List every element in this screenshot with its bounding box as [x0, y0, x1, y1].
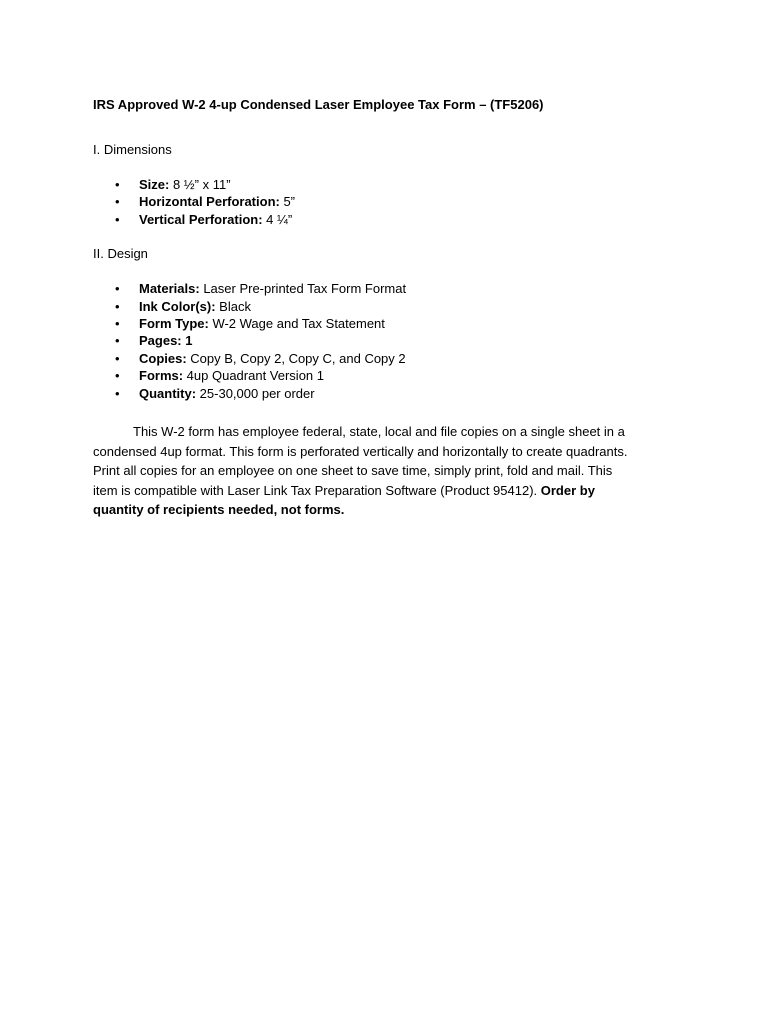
design-heading: II. Design	[93, 246, 148, 262]
bullet-icon: •	[115, 177, 120, 192]
dimensions-list	[93, 176, 638, 228]
bullet-icon: •	[115, 368, 120, 384]
item-value: Copy B, Copy 2, Copy C, and Copy 2	[190, 350, 406, 366]
item-label: Ink Color(s):	[139, 298, 220, 314]
design-item	[93, 298, 638, 315]
item-label: Size:	[139, 177, 173, 192]
dimensions-item	[93, 193, 638, 210]
bullet-icon: •	[115, 333, 120, 349]
item-value: Laser Pre-printed Tax Form Format	[203, 281, 407, 297]
item-label: Forms:	[139, 368, 187, 384]
dimensions-item	[93, 211, 638, 228]
design-item	[93, 367, 638, 384]
bullet-icon: •	[115, 194, 120, 210]
bullet-icon: •	[115, 316, 120, 332]
bullet-icon: •	[115, 211, 120, 227]
item-value: W-2 Wage and Tax Statement	[212, 316, 385, 332]
bullet-icon: •	[115, 281, 120, 297]
bullet-icon: •	[115, 298, 120, 314]
item-label: Vertical Perforation:	[139, 211, 267, 227]
item-label: Pages:	[139, 333, 186, 349]
bullet-icon: •	[115, 385, 120, 401]
item-label: Copies:	[139, 350, 191, 366]
description-emphasis: Order by quantity of recipients needed, not forms.	[93, 482, 595, 518]
dimensions-item	[93, 176, 638, 193]
design-item	[93, 350, 638, 367]
design-item	[93, 385, 638, 402]
dimensions-heading: I. Dimensions	[93, 142, 172, 157]
design-item	[93, 280, 638, 297]
item-value: 4up Quadrant Version 1	[186, 368, 324, 384]
item-value: 4 ¼”	[266, 211, 293, 227]
product-description	[93, 422, 633, 520]
item-value: 1	[185, 333, 193, 349]
item-value: 25-30,000 per order	[199, 385, 315, 401]
item-value: 8 ½” x 11”	[172, 177, 231, 192]
design-list	[93, 280, 638, 402]
document-title: IRS Approved W-2 4-up Condensed Laser Employee Tax Form – (TF5206)	[93, 97, 544, 112]
item-label: Form Type:	[139, 316, 213, 332]
item-label: Horizontal Perforation:	[139, 194, 284, 210]
design-item	[93, 332, 638, 349]
document-page	[93, 96, 638, 533]
description-text: This W-2 form has employee federal, state, local and file copies on a single sheet in a condensed 4up format. This form is perforated vertically and horizontally to create quadrants. Print all copies for an employee on one sheet to save time, simply print, fold and mail. This item is compatible with Laser Link Tax Preparation Software (Product 95412).	[93, 424, 628, 498]
item-value: 5”	[283, 194, 296, 210]
design-item	[93, 315, 638, 332]
item-label: Materials:	[139, 281, 204, 297]
item-value: Black	[219, 298, 251, 314]
bullet-icon: •	[115, 350, 120, 366]
item-label: Quantity:	[139, 385, 200, 401]
